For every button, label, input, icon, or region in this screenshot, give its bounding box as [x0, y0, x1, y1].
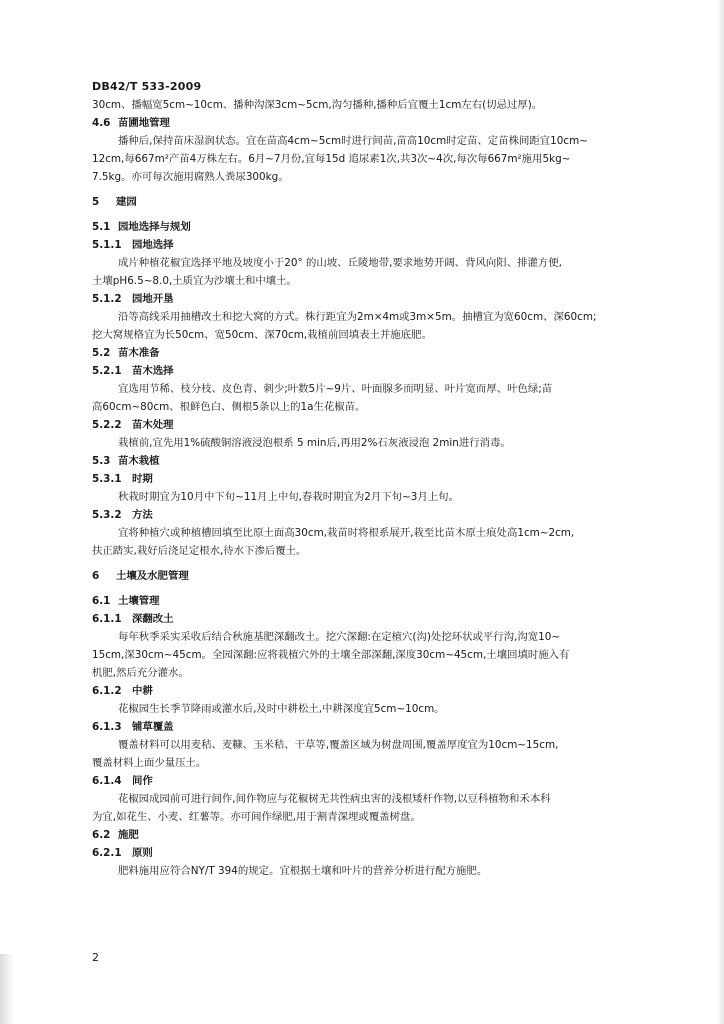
heading-number: 5.2.1	[92, 365, 122, 377]
heading-title: 施肥	[118, 829, 139, 841]
paragraph-line: 覆盖材料上面少量压土。	[92, 757, 207, 769]
paragraph-line: 沿等高线采用抽槽改土和挖大窝的方式。株行距宜为2m×4m或3m×5m。抽槽宜为宽60cm、深60cm;	[118, 311, 597, 323]
page-number: 2	[92, 951, 99, 964]
clause-heading	[92, 682, 670, 700]
paragraph-line: 扶正踏实,栽好后浇足定根水,待水下渗后覆土。	[92, 545, 307, 557]
clause-heading	[92, 772, 670, 790]
heading-title: 原则	[132, 847, 153, 859]
heading-number: 5.3.1	[92, 473, 122, 485]
clause-heading	[92, 506, 670, 524]
page-corner-shadow	[0, 954, 14, 1024]
paragraph-line: 机肥,然后充分灌水。	[92, 667, 189, 679]
subsection-heading	[92, 218, 670, 236]
heading-title: 方法	[132, 509, 153, 521]
paragraph-line: 每年秋季采实采收后结合秋施基肥深翻改土。挖穴深翻:在定植穴(沟)处挖环状或平行沟,沟宽10~	[118, 631, 561, 643]
heading-number: 5.2.2	[92, 419, 122, 431]
paragraph-line: 12cm,每667m²产苗4万株左右。6月~7月份,宜每15d 追尿素1次,共3次~4次,每次每667m²施用5kg~	[92, 153, 571, 165]
heading-title: 苗木处理	[132, 419, 174, 431]
heading-number: 6	[92, 570, 100, 582]
paragraph-line: 覆盖材料可以用麦秸、麦糠、玉米秸、干草等,覆盖区域为树盘周围,覆盖厚度宜为10cm~15cm,	[118, 739, 559, 751]
heading-number: 6.1.4	[92, 775, 122, 787]
paragraph-line: 花椒园成园前可进行间作,间作物应与花椒树无共性病虫害的浅根矮杆作物,以豆科植物和禾本科	[118, 793, 551, 805]
heading-number: 6.1	[92, 595, 111, 607]
clause-heading	[92, 416, 670, 434]
heading-number: 5.1.2	[92, 293, 122, 305]
heading-title: 园地选择与规划	[118, 221, 191, 233]
clause-heading	[92, 610, 670, 628]
heading-title: 中耕	[132, 685, 153, 697]
clause-heading	[92, 236, 670, 254]
paragraph-line: 秋栽时期宜为10月中下旬~11月上中旬,春栽时期宜为2月下旬~3月上旬。	[118, 491, 459, 503]
page-edge-shadow	[717, 0, 724, 1024]
heading-title: 土壤管理	[118, 595, 160, 607]
section-heading	[92, 193, 670, 211]
section-heading	[92, 567, 670, 585]
paragraph-line: 宜选用节稀、枝分枝、皮色青、刺少;叶数5片~9片、叶面腺多而明显、叶片宽而厚、叶色绿;苗	[118, 383, 553, 395]
heading-title: 深翻改土	[132, 613, 174, 625]
heading-number: 4.6	[92, 117, 111, 129]
heading-number: 6.2.1	[92, 847, 122, 859]
heading-title: 间作	[132, 775, 153, 787]
heading-number: 5	[92, 196, 100, 208]
heading-number: 5.2	[92, 347, 111, 359]
paragraph-line: 栽植前,宜先用1%硫酸铜溶液浸泡根系 5 min后,再用2%石灰液浸泡 2min进行消毒。	[118, 437, 511, 449]
heading-title: 园地开垦	[132, 293, 174, 305]
heading-number: 5.1	[92, 221, 111, 233]
clause-heading	[92, 470, 670, 488]
document-body	[92, 96, 670, 880]
heading-title: 苗木栽植	[118, 455, 160, 467]
heading-title: 苗木准备	[118, 347, 160, 359]
paragraph-line: 播种后,保持苗床湿润状态。宜在苗高4cm~5cm时进行间苗,苗高10cm时定苗、定苗株间距宜10cm~	[118, 135, 588, 147]
paragraph-line: 肥料施用应符合NY/T 394的规定。宜根据土壤和叶片的营养分析进行配方施肥。	[118, 865, 488, 877]
subsection-heading	[92, 344, 670, 362]
heading-number: 5.3.2	[92, 509, 122, 521]
paragraph-line: 挖大窝规格宜为长50cm、宽50cm、深70cm,栽植前回填表土并施底肥。	[92, 329, 432, 341]
heading-number: 6.1.2	[92, 685, 122, 697]
subsection-heading	[92, 826, 670, 844]
heading-title: 园地选择	[132, 239, 174, 251]
clause-heading	[92, 844, 670, 862]
paragraph-line: 7.5kg。亦可每次施用腐熟人粪尿300kg。	[92, 171, 289, 183]
heading-number: 5.1.1	[92, 239, 122, 251]
heading-title: 铺草覆盖	[132, 721, 174, 733]
clause-heading	[92, 290, 670, 308]
paragraph-line: 高60cm~80cm、根鲜色白、侧根5条以上的1a生花椒苗。	[92, 401, 366, 413]
heading-number: 6.1.3	[92, 721, 122, 733]
heading-title: 苗圃地管理	[118, 117, 170, 129]
paragraph-line: 15cm,深30cm~45cm。全园深翻:应将栽植穴外的土壤全部深翻,深度30cm~45cm,土壤回填时施入有	[92, 649, 570, 661]
subsection-heading	[92, 592, 670, 610]
document-standard-number: DB42/T 533-2009	[92, 80, 202, 93]
clause-heading	[92, 362, 670, 380]
heading-number: 5.3	[92, 455, 111, 467]
clause-heading	[92, 718, 670, 736]
paragraph-line: 成片种植花椒宜选择平地及坡度小于20° 的山坡、丘陵地带,要求地势开阔、背风向阳、排灌方便,	[118, 257, 562, 269]
paragraph-line: 花椒园生长季节降雨或灌水后,及时中耕松土,中耕深度宜5cm~10cm。	[118, 703, 445, 715]
heading-title: 建园	[116, 196, 137, 208]
heading-title: 土壤及水肥管理	[116, 570, 189, 582]
heading-number: 6.1.1	[92, 613, 122, 625]
paragraph-line: 土壤pH6.5~8.0,土质宜为沙壤土和中壤土。	[92, 275, 297, 287]
subsection-heading	[92, 114, 670, 132]
paragraph-line: 宜将种植穴或种植槽回填至比原土面高30cm,栽苗时将根系展开,栽至比苗木原土痕处高1cm~2cm,	[118, 527, 575, 539]
paragraph-line: 为宜,如花生、小麦、红薯等。亦可间作绿肥,用于割青深埋或覆盖树盘。	[92, 811, 421, 823]
heading-title: 时期	[132, 473, 153, 485]
heading-title: 苗木选择	[132, 365, 174, 377]
subsection-heading	[92, 452, 670, 470]
heading-number: 6.2	[92, 829, 111, 841]
paragraph-line: 30cm、播幅宽5cm~10cm、播种沟深3cm~5cm,沟匀播种,播种后宜覆土1cm左右(切忌过厚)。	[92, 99, 543, 111]
